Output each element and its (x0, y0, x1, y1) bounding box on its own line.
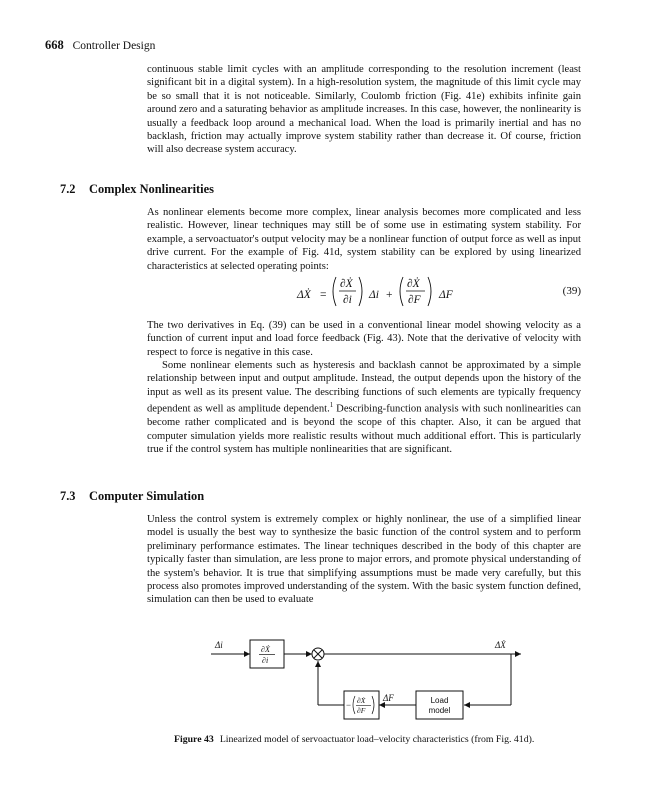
section-heading-7-3 (60, 489, 204, 504)
figure-43-block-diagram (205, 633, 535, 730)
force-label: ΔF (383, 693, 394, 703)
svg-text:ΔẊ: ΔẊ (297, 289, 311, 301)
section-7-3-paragraph-1: Unless the control system is extremely complex or highly nonlinear, the use of a simplified linear model is usually the best way to synthesize the basic function of the control system and to perform preliminary performance estimates. The linear techniques described in the body of this chapter are typically faster than simulation, are less prone to major errors, and promote physical understanding of the system's behavior. It is true that simplifying assumptions must be made very carefully, but this process also promotes improved understanding of the system. With the basic system function defined, simulation can then be used to evaluate (147, 514, 581, 606)
section-number: 7.2 (60, 182, 76, 196)
svg-text:∂i: ∂i (262, 656, 269, 665)
section-7-2-paragraph-3 (147, 359, 581, 456)
intro-paragraph: continuous stable limit cycles with an amplitude corresponding to the resolution increment (least significant bit in a digital system). In a high-resolution system, the magnitude of this limit cycle may be so small that it is not noticeable. Similarly, Coulomb friction (Fig. 41e) exhibits infinite gain around zero and a saturating behavior as amplitude increases. In this case, however, the nonlinearity is usually a feedback loop around a mechanical load. When the load is primarily inertial and has no backlash, friction may actually improve system stability rather than decrease it. Of course, friction will also decrease system accuracy. (147, 64, 581, 156)
load-block-line2: model (428, 706, 451, 715)
section-7-2-paragraph-2: The two derivatives in Eq. (39) can be used in a conventional linear model showing velocity as a function of current input and load force feedback (Fig. 43). Note that the derivative of velocity with respect to force is negative in this case. (147, 320, 581, 358)
svg-text:ΔF: ΔF (439, 289, 453, 301)
output-label: ΔẊ (495, 640, 506, 650)
section-title: Computer Simulation (89, 489, 205, 503)
running-header (45, 38, 155, 53)
block-diagram-svg (205, 633, 535, 725)
running-title: Controller Design (72, 40, 156, 52)
svg-text:∂Ẋ: ∂Ẋ (340, 278, 353, 290)
svg-text:∂Ẋ: ∂Ẋ (261, 645, 270, 654)
equation-number: (39) (562, 285, 581, 297)
svg-text:−: − (346, 700, 352, 710)
section-7-2-paragraph-1: As nonlinear elements become more complex, linear analysis becomes more complicated and less realistic. However, linear techniques may still be of some use in estimating system stability. For example, a servoactuator's output velocity may be a nonlinear function of output force as well as input drive current. For the example of Fig. 41d, system stability can be explored by using linearized characteristics at selected operating points: (147, 207, 581, 272)
load-block-line1: Load (430, 696, 449, 705)
footnote-marker: 1 (329, 401, 334, 410)
equation-39 (147, 269, 581, 315)
caption-label: Figure 43 (174, 734, 214, 745)
caption-text: Linearized model of servoactuator load–velocity characteristics (from Fig. 41d). (219, 734, 535, 745)
svg-text:∂F: ∂F (408, 294, 421, 306)
paragraph-3-rest: Describing-function analysis with such nonlinearities can become rather complicated and is beyond the scope of this chapter. Also, it can be argued that computer simulation yields more realistic results without much additional effort. This is particularly true if the control system has multiple nonlinearities that are significant. (147, 403, 581, 455)
figure-caption (174, 734, 534, 745)
paragraph-3-text: Some nonlinear elements such as hysteresis and backlash cannot be approximated by a simple relationship between input and output amplitude. Instead, the output depends upon the history of the input as well as its present value. The describing functions of such elements are typically frequency dependent as well as amplitude dependent. (147, 360, 581, 415)
section-number: 7.3 (60, 489, 76, 503)
svg-text:+: + (386, 289, 393, 301)
svg-text:Δi: Δi (369, 289, 379, 301)
svg-text:∂i: ∂i (343, 294, 352, 306)
svg-text:∂F: ∂F (357, 706, 366, 715)
svg-text:∂Ẋ: ∂Ẋ (357, 696, 366, 705)
equation-39-drawing (147, 269, 581, 315)
section-title: Complex Nonlinearities (89, 182, 214, 196)
svg-text:=: = (320, 289, 327, 301)
page-number: 668 (45, 38, 64, 52)
section-heading-7-2 (60, 182, 214, 197)
svg-text:∂Ẋ: ∂Ẋ (407, 278, 420, 290)
input-label: Δi (215, 640, 223, 650)
